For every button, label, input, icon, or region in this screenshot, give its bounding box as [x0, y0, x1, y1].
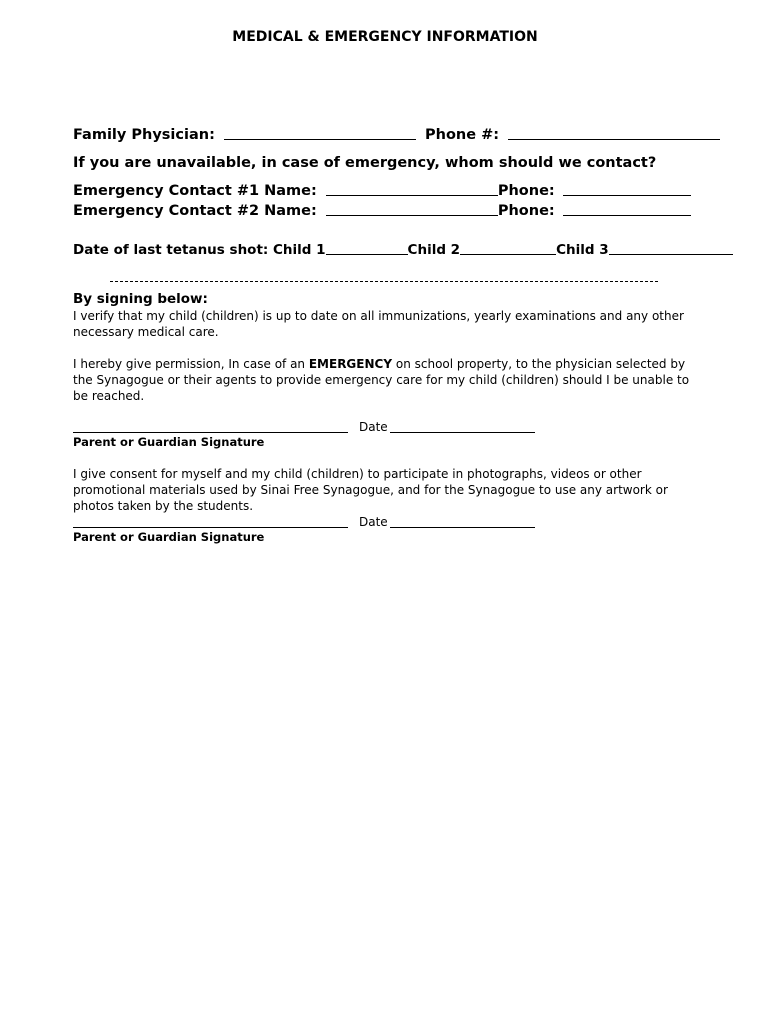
contact2-name-field[interactable]	[326, 215, 498, 216]
tetanus-label: Date of last tetanus shot: Child 1	[73, 242, 326, 258]
signature-label-1: Parent or Guardian Signature	[73, 435, 265, 449]
signing-heading: By signing below:	[73, 291, 208, 307]
date-label-2: Date	[359, 515, 388, 529]
date-field-2[interactable]	[390, 527, 535, 528]
signature-line-2[interactable]	[73, 527, 348, 528]
contact1-phone-field[interactable]	[563, 195, 691, 196]
physician-phone-field[interactable]	[508, 139, 720, 140]
child2-tetanus-field[interactable]	[460, 254, 556, 255]
permission-text-end: on school property, to the physician selected by the Synagogue or their agents to provide emergency care for my child (children) should I be unable to be reached.	[73, 357, 690, 403]
contact2-phone-field[interactable]	[563, 215, 691, 216]
emergency-question: If you are unavailable, in case of emergency, whom should we contact?	[73, 155, 657, 171]
contact2-row	[73, 203, 691, 219]
tetanus-row	[73, 242, 733, 258]
child3-tetanus-field[interactable]	[609, 254, 733, 255]
verify-paragraph: I verify that my child (children) is up to date on all immunizations, yearly examinations and any other necessary medical care.	[73, 309, 684, 339]
contact1-row	[73, 183, 691, 199]
emergency-emphasis: EMERGENCY	[308, 357, 393, 371]
contact1-phone-label: Phone:	[497, 183, 555, 199]
permission-text-start: I hereby give permission, In case of an	[73, 357, 309, 371]
date-field-1[interactable]	[390, 432, 535, 433]
signature-label-2: Parent or Guardian Signature	[73, 530, 265, 544]
physician-row	[73, 127, 720, 143]
physician-phone-label: Phone #:	[425, 127, 500, 143]
physician-label: Family Physician:	[73, 127, 215, 143]
permission-paragraph	[73, 356, 693, 404]
signature-line-1[interactable]	[73, 432, 348, 433]
child2-label: Child 2	[407, 242, 461, 258]
child1-tetanus-field[interactable]	[326, 254, 408, 255]
contact1-label: Emergency Contact #1 Name:	[73, 183, 317, 199]
physician-field[interactable]	[224, 139, 416, 140]
consent-paragraph: I give consent for myself and my child (children) to participate in photographs, videos or other promotional materials used by Sinai Free Synagogue, and for the Synagogue to use any artwork or photos taken by the students.	[73, 467, 668, 513]
page-title: MEDICAL & EMERGENCY INFORMATION	[232, 29, 538, 45]
child3-label: Child 3	[556, 242, 609, 258]
contact1-name-field[interactable]	[326, 195, 498, 196]
contact2-label: Emergency Contact #2 Name:	[73, 203, 317, 219]
dashed-divider	[110, 281, 658, 282]
contact2-phone-label: Phone:	[497, 203, 555, 219]
date-label-1: Date	[359, 420, 388, 434]
